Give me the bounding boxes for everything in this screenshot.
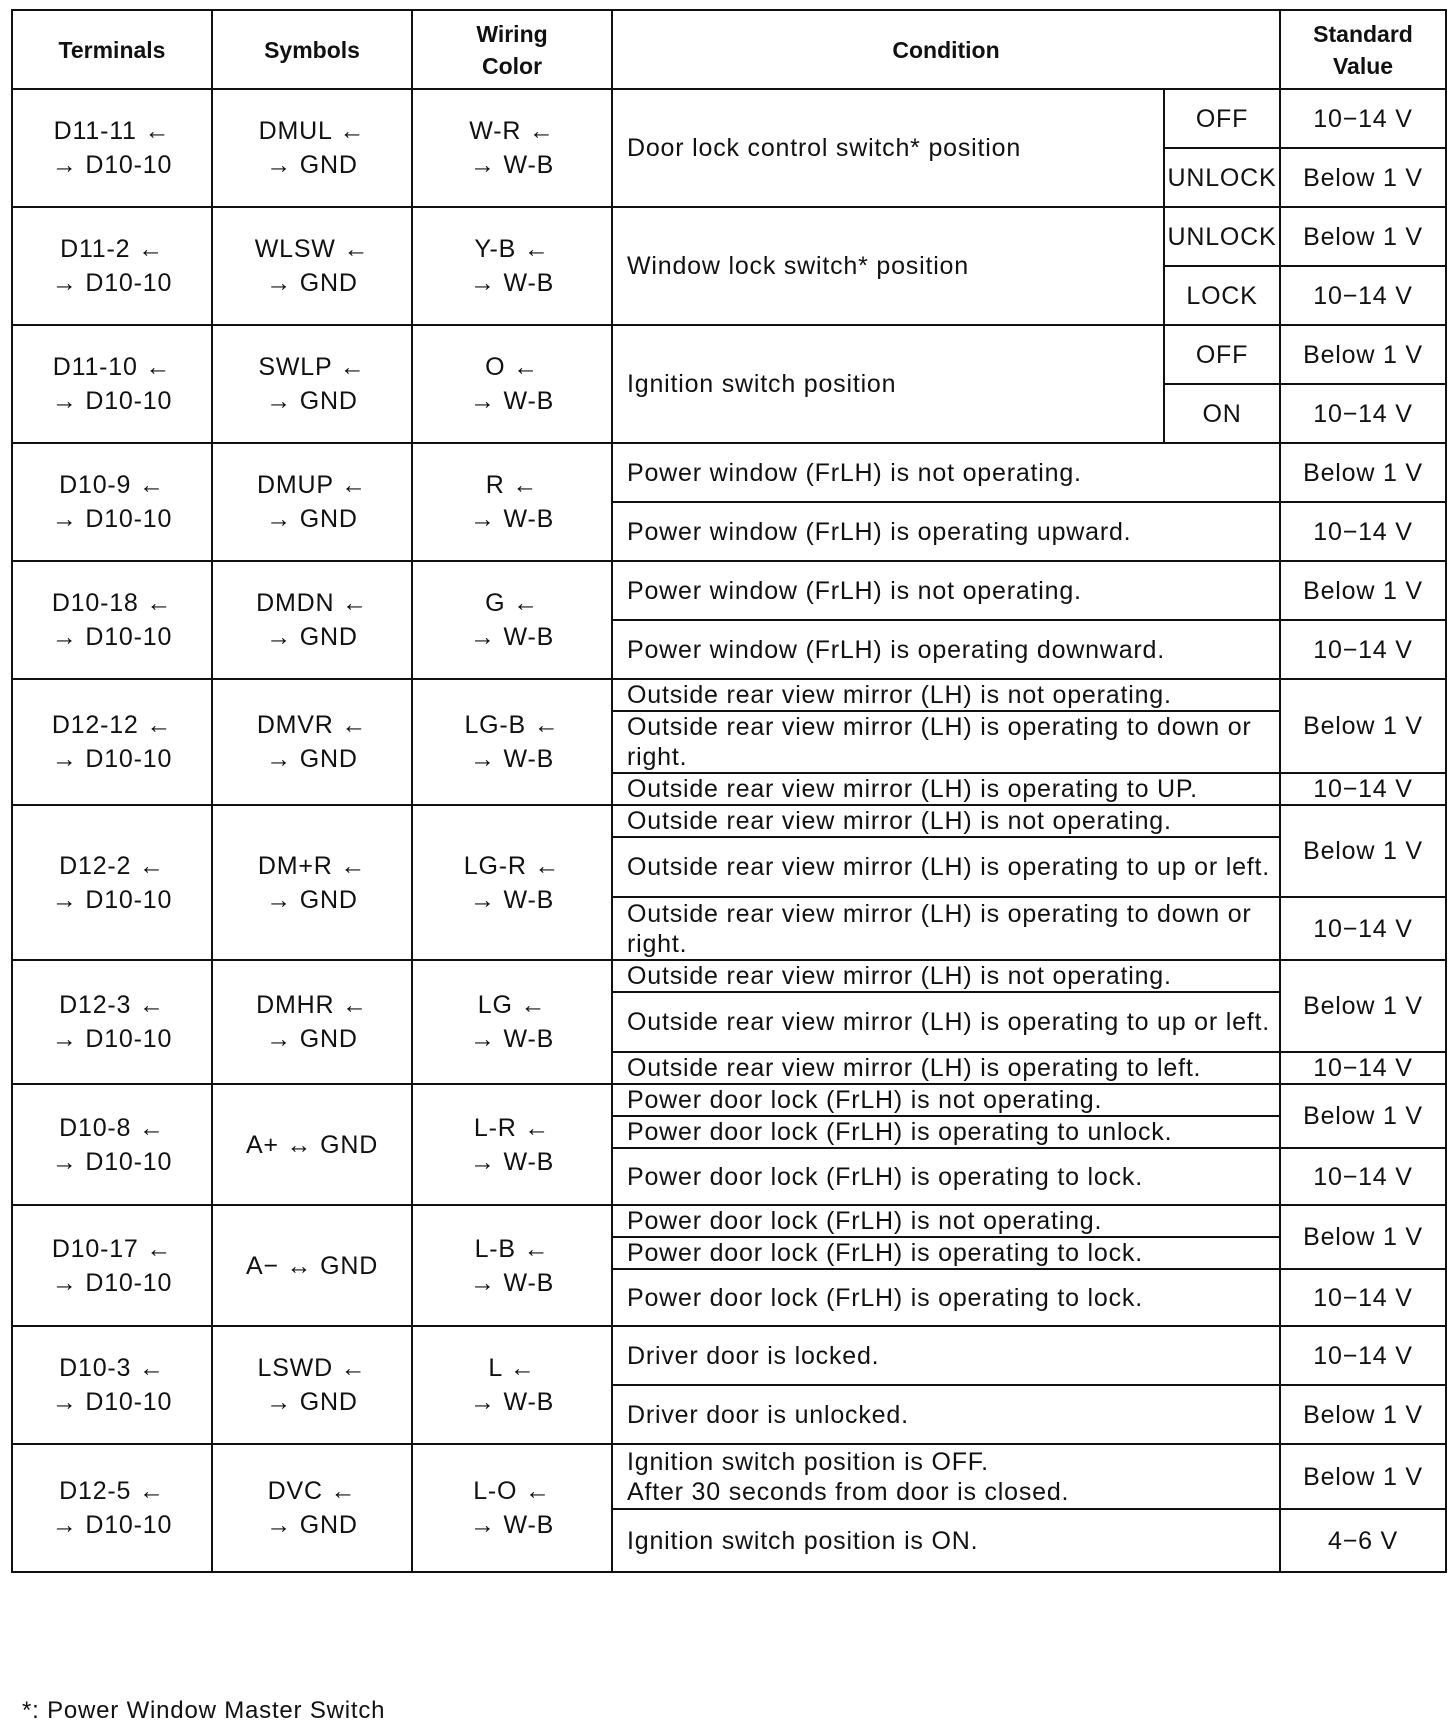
table-row [12,89,1446,148]
condition-cell: Power door lock (FrLH) is operating to lock. [612,1269,1280,1326]
standard-value-cell: Below 1 V [1280,960,1446,1052]
symbols-cell: DM+R ← → GND [212,805,412,960]
standard-value-cell: Below 1 V [1280,1205,1446,1269]
table-row [12,679,1446,711]
symbols-cell: WLSW ← → GND [212,207,412,325]
wiring-color-cell: L-R ← → W-B [412,1084,612,1205]
header-row [12,10,1446,89]
condition-cell: Power door lock (FrLH) is operating to unlock. [612,1116,1280,1148]
condition-cell: Power door lock (FrLH) is not operating. [612,1084,1280,1116]
condition-cell: Ignition switch position [612,325,1164,443]
terminals-cell: D10-8 ← → D10-10 [12,1084,212,1205]
symbols-cell: DMHR ← → GND [212,960,412,1084]
condition-cell: Outside rear view mirror (LH) is operating to down or right. [612,711,1280,773]
terminals-cell: D10-17 ← → D10-10 [12,1205,212,1326]
standard-value-cell: 10−14 V [1280,1269,1446,1326]
terminals-cell: D10-9 ← → D10-10 [12,443,212,561]
symbols-cell: DVC ← → GND [212,1444,412,1572]
header-condition: Condition [612,10,1280,89]
table-row [12,443,1446,502]
header-standard-value: Standard Value [1280,10,1446,89]
terminals-cell: D10-3 ← → D10-10 [12,1326,212,1444]
standard-value-cell: Below 1 V [1280,805,1446,897]
switch-position-cell: OFF [1164,89,1280,148]
table-row [12,561,1446,620]
terminals-cell: D11-2 ← → D10-10 [12,207,212,325]
condition-cell: Outside rear view mirror (LH) is operating to UP. [612,773,1280,805]
condition-cell: Driver door is locked. [612,1326,1280,1385]
switch-position-cell: ON [1164,384,1280,443]
standard-value-cell: 10−14 V [1280,502,1446,561]
wiring-color-cell: LG ← → W-B [412,960,612,1084]
symbols-cell: DMDN ← → GND [212,561,412,679]
condition-cell: Power window (FrLH) is operating upward. [612,502,1280,561]
condition-cell: Outside rear view mirror (LH) is not operating. [612,679,1280,711]
condition-cell: Outside rear view mirror (LH) is operating to left. [612,1052,1280,1084]
condition-cell: Door lock control switch* position [612,89,1164,207]
standard-value-cell: Below 1 V [1280,561,1446,620]
standard-value-cell: 10−14 V [1280,384,1446,443]
wiring-color-cell: W-R ← → W-B [412,89,612,207]
condition-cell: Ignition switch position is OFF. After 30 seconds from door is closed. [612,1444,1280,1509]
terminal-inspection-document [11,9,1445,1695]
condition-cell: Power window (FrLH) is operating downward. [612,620,1280,679]
condition-cell: Power window (FrLH) is not operating. [612,561,1280,620]
table-row [12,1444,1446,1509]
table-row [12,325,1446,384]
table-row [12,1084,1446,1116]
switch-position-cell: LOCK [1164,266,1280,325]
condition-cell: Outside rear view mirror (LH) is operating to up or left. [612,837,1280,897]
symbols-cell: SWLP ← → GND [212,325,412,443]
condition-cell: Driver door is unlocked. [612,1385,1280,1444]
header-symbols: Symbols [212,10,412,89]
table-row [12,1326,1446,1385]
symbols-cell: A+ ↔ GND [212,1084,412,1205]
terminals-cell: D11-10 ← → D10-10 [12,325,212,443]
header-wiring-color: Wiring Color [412,10,612,89]
footnote: *: Power Window Master Switch [22,1697,386,1724]
standard-value-cell: Below 1 V [1280,1444,1446,1509]
condition-cell: Ignition switch position is ON. [612,1509,1280,1572]
terminals-cell: D10-18 ← → D10-10 [12,561,212,679]
standard-value-cell: 10−14 V [1280,773,1446,805]
wiring-color-cell: R ← → W-B [412,443,612,561]
switch-position-cell: UNLOCK [1164,148,1280,207]
condition-cell: Outside rear view mirror (LH) is operating to up or left. [612,992,1280,1052]
standard-value-cell: Below 1 V [1280,679,1446,773]
standard-value-cell: 10−14 V [1280,1052,1446,1084]
symbols-cell: LSWD ← → GND [212,1326,412,1444]
condition-cell: Outside rear view mirror (LH) is not operating. [612,805,1280,837]
symbols-cell: DMUL ← → GND [212,89,412,207]
standard-value-cell: Below 1 V [1280,1385,1446,1444]
condition-cell: Window lock switch* position [612,207,1164,325]
standard-value-cell: Below 1 V [1280,207,1446,266]
wiring-color-cell: LG-R ← → W-B [412,805,612,960]
terminals-cell: D12-3 ← → D10-10 [12,960,212,1084]
terminals-cell: D11-11 ← → D10-10 [12,89,212,207]
wiring-color-cell: L ← → W-B [412,1326,612,1444]
switch-position-cell: OFF [1164,325,1280,384]
standard-value-cell: 10−14 V [1280,89,1446,148]
symbols-cell: DMVR ← → GND [212,679,412,805]
standard-value-cell: Below 1 V [1280,443,1446,502]
table-row [12,207,1446,266]
standard-value-cell: Below 1 V [1280,325,1446,384]
header-terminals: Terminals [12,10,212,89]
terminals-cell: D12-5 ← → D10-10 [12,1444,212,1572]
standard-value-cell: Below 1 V [1280,148,1446,207]
standard-value-cell: 10−14 V [1280,1148,1446,1205]
standard-value-cell: Below 1 V [1280,1084,1446,1148]
standard-value-cell: 4−6 V [1280,1509,1446,1572]
condition-cell: Power door lock (FrLH) is operating to lock. [612,1148,1280,1205]
condition-cell: Power door lock (FrLH) is operating to lock. [612,1237,1280,1269]
wiring-color-cell: L-O ← → W-B [412,1444,612,1572]
wiring-color-cell: Y-B ← → W-B [412,207,612,325]
terminals-cell: D12-2 ← → D10-10 [12,805,212,960]
condition-cell: Power window (FrLH) is not operating. [612,443,1280,502]
standard-value-cell: 10−14 V [1280,1326,1446,1385]
wiring-color-cell: O ← → W-B [412,325,612,443]
terminals-cell: D12-12 ← → D10-10 [12,679,212,805]
terminal-voltage-table [11,9,1447,1573]
symbols-cell: A− ↔ GND [212,1205,412,1326]
condition-cell: Outside rear view mirror (LH) is not operating. [612,960,1280,992]
switch-position-cell: UNLOCK [1164,207,1280,266]
standard-value-cell: 10−14 V [1280,620,1446,679]
symbols-cell: DMUP ← → GND [212,443,412,561]
standard-value-cell: 10−14 V [1280,897,1446,960]
table-row [12,960,1446,992]
wiring-color-cell: LG-B ← → W-B [412,679,612,805]
condition-cell: Power door lock (FrLH) is not operating. [612,1205,1280,1237]
wiring-color-cell: L-B ← → W-B [412,1205,612,1326]
standard-value-cell: 10−14 V [1280,266,1446,325]
wiring-color-cell: G ← → W-B [412,561,612,679]
table-row [12,805,1446,837]
condition-cell: Outside rear view mirror (LH) is operating to down or right. [612,897,1280,960]
table-row [12,1205,1446,1237]
